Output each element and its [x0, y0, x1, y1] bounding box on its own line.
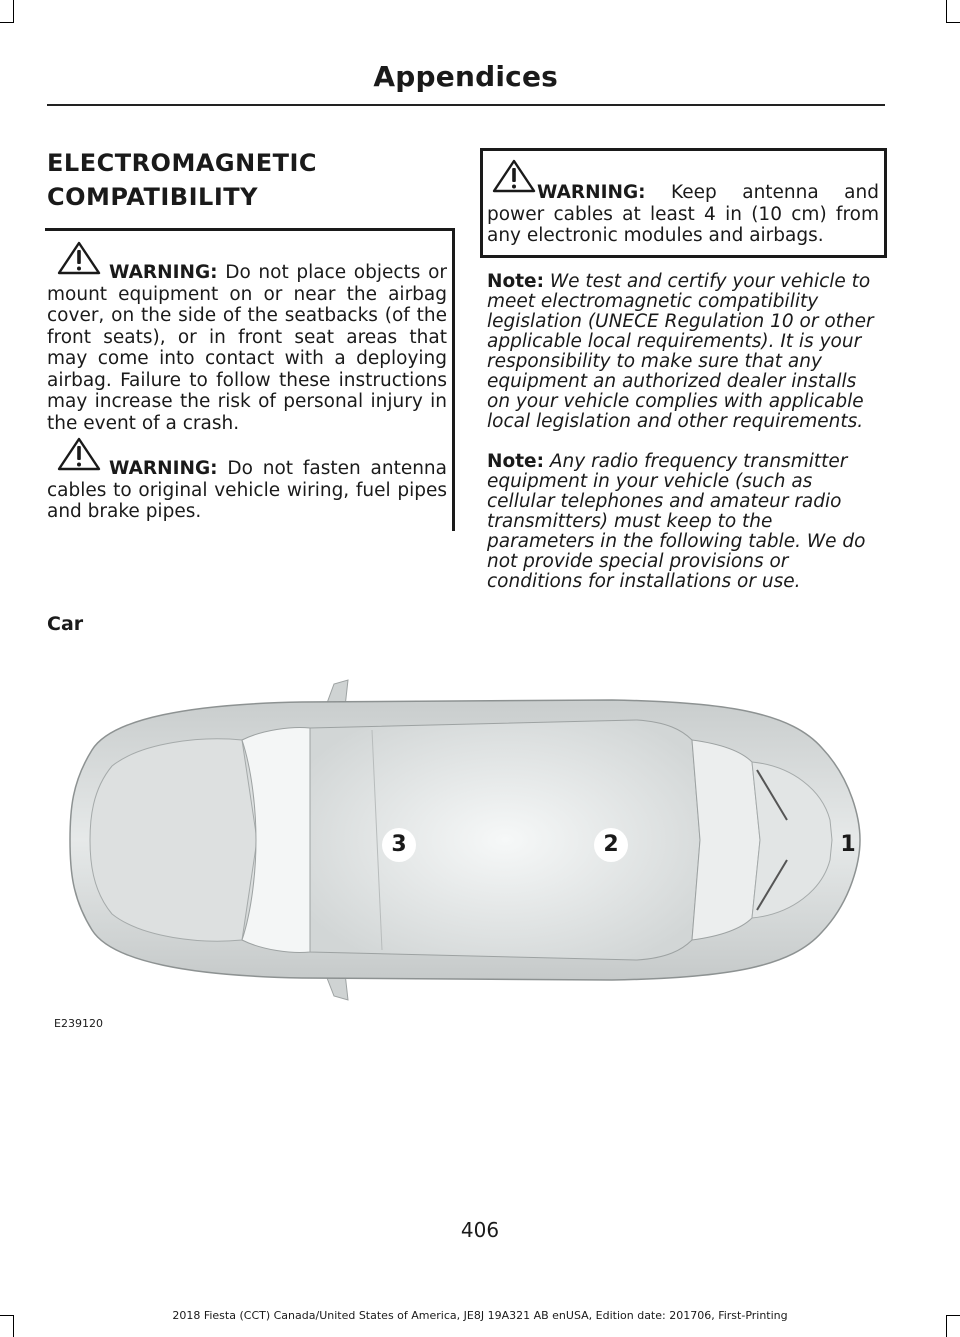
warning-label: WARNING: — [109, 458, 218, 479]
warning-label: WARNING: — [537, 182, 646, 203]
figure-caption: Car — [47, 613, 84, 635]
note-paragraph — [487, 452, 879, 592]
section-title-line-2: COMPATIBILITY — [47, 183, 258, 211]
crop-mark — [13, 0, 14, 22]
page-header-title: Appendices — [373, 60, 558, 93]
section-title — [47, 146, 447, 214]
warning-text: Do not place objects or mount equipment on or near the airbag cover, on the side of the seatbacks (of the front seats), or in front seat areas that may come into contact with a deploying airbag. Failure to follow these instructions may increase the risk of personal injury in the event of a crash. — [47, 262, 447, 434]
note-paragraph — [487, 272, 879, 432]
location-marker-3: 3 — [382, 828, 416, 862]
warning-paragraph — [47, 458, 447, 523]
crop-mark — [0, 22, 14, 23]
crop-mark — [946, 0, 947, 22]
car-top-view-illustration — [52, 670, 872, 1010]
warning-paragraph — [487, 182, 879, 247]
note-label: Note: — [487, 271, 544, 292]
location-marker-2: 2 — [594, 828, 628, 862]
warning-paragraph — [47, 262, 447, 434]
page-number: 406 — [460, 1218, 500, 1242]
note-text: Any radio frequency transmitter equipment in your vehicle (such as cellular telephones and amateur radio transmitters) must keep to the parameters in the following table. We do not provide special provisions or conditions for installations or use. — [487, 451, 866, 592]
location-marker-1: 1 — [840, 832, 856, 857]
warning-text: Keep antenna and power cables at least 4 in (10 cm) from any electronic modules and airbags. — [487, 182, 879, 246]
header-divider — [47, 104, 885, 106]
note-text: We test and certify your vehicle to meet electromagnetic compatibility legislation (UNECE Regulation 10 or other applicable local requirements). It is your responsibility to make sure that any equipment an authorized dealer installs on your vehicle complies with applicable local legislation and other requirements. — [487, 271, 874, 432]
figure-code: E239120 — [54, 1017, 103, 1030]
note-label: Note: — [487, 451, 544, 472]
warning-text: Do not fasten antenna cables to original vehicle wiring, fuel pipes and brake pipes. — [47, 458, 447, 522]
warning-label: WARNING: — [109, 262, 218, 283]
footer-edition-text: 2018 Fiesta (CCT) Canada/United States of America, JE8J 19A321 AB enUSA, Edition date: 201706, First-Printing — [172, 1309, 788, 1322]
crop-mark — [946, 22, 960, 23]
section-title-line-1: ELECTROMAGNETIC — [47, 149, 317, 177]
